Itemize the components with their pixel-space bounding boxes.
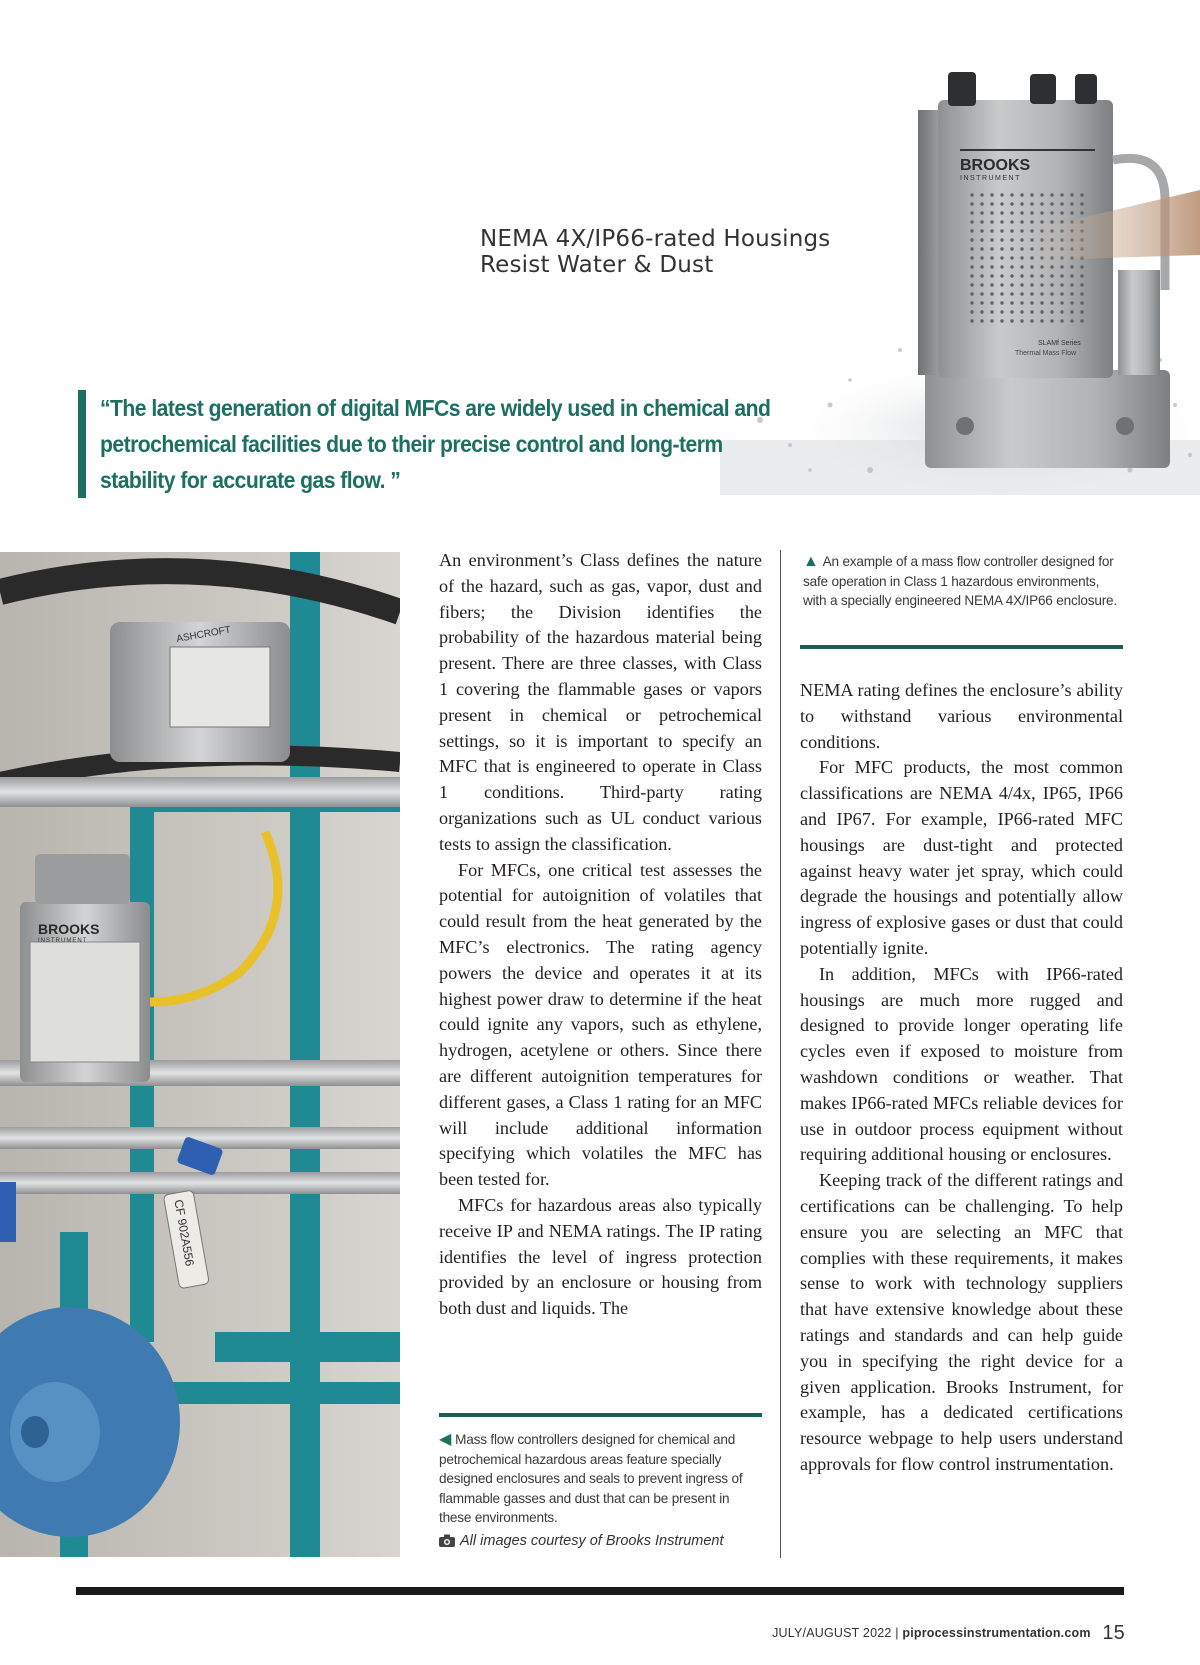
vent-dot	[980, 319, 983, 322]
vent-dot	[1070, 310, 1073, 313]
vent-dot	[1000, 202, 1003, 205]
triangle-left-icon: ◀	[439, 1431, 452, 1448]
vent-dot	[970, 256, 973, 259]
vent-dot	[1010, 274, 1013, 277]
vent-dot	[1080, 319, 1083, 322]
device-brand-sub: INSTRUMENT	[960, 175, 1021, 182]
vent-dot	[1060, 265, 1063, 268]
device-brand: BROOKS	[960, 157, 1031, 174]
vent-dot	[1060, 193, 1063, 196]
device-series: SLAMf Series	[1038, 340, 1081, 347]
vent-dot	[1070, 274, 1073, 277]
vent-dot	[1000, 247, 1003, 250]
vent-dot	[980, 265, 983, 268]
vent-dot	[1010, 247, 1013, 250]
vent-dot	[1020, 274, 1023, 277]
vent-dot	[980, 256, 983, 259]
vent-dot	[1060, 274, 1063, 277]
vent-dot	[1000, 283, 1003, 286]
caption-rule	[800, 645, 1123, 649]
vent-dot	[970, 247, 973, 250]
vent-dot	[970, 229, 973, 232]
vent-dot	[1060, 292, 1063, 295]
vent-dot	[990, 310, 993, 313]
vent-dot	[1020, 319, 1023, 322]
vent-dot	[1030, 310, 1033, 313]
vent-dot	[1060, 211, 1063, 214]
issue-date: JULY/AUGUST 2022	[772, 1626, 892, 1640]
vent-dot	[1050, 274, 1053, 277]
paragraph: MFCs for hazardous areas also typically receive IP and NEMA ratings. The IP rating identifies the level of ingress protection provided by an enclosure or housing from both dust and liquids. The	[439, 1194, 762, 1319]
vent-dot	[990, 229, 993, 232]
vent-dot	[1010, 202, 1013, 205]
vent-dot	[1000, 238, 1003, 241]
footer-separator: |	[895, 1626, 899, 1640]
vent-dot	[990, 256, 993, 259]
vent-dot	[1020, 202, 1023, 205]
vent-dot	[1040, 301, 1043, 304]
page-footer	[700, 1622, 1125, 1645]
paragraph: Keeping track of the different ratings and certifications can be challenging. To help ensure you are selecting an MFC that complies with these requirements, it makes sense to work with technology suppliers that have extensive knowledge about these ratings and standards and can help guide you in specifying the right device for a given application. Brooks Instrument, for example, has a dedicated certifications resource webpage to help users understand approvals for flow control instrumentation.	[800, 1170, 1123, 1474]
vent-dot	[1050, 202, 1053, 205]
mfc-valve	[1118, 270, 1160, 375]
vent-dot	[1040, 283, 1043, 286]
vent-dot	[1080, 193, 1083, 196]
vent-dot	[1060, 202, 1063, 205]
vent-dot	[1000, 274, 1003, 277]
vent-dot	[1020, 247, 1023, 250]
vent-dot	[1030, 319, 1033, 322]
vent-dot	[1050, 193, 1053, 196]
credit-text: All images courtesy of Brooks Instrument	[460, 1533, 724, 1549]
vent-dot	[1060, 283, 1063, 286]
vent-dot	[980, 310, 983, 313]
vent-dot	[1030, 202, 1033, 205]
vent-dot	[1040, 274, 1043, 277]
vent-dot	[1010, 265, 1013, 268]
vent-dot	[1070, 283, 1073, 286]
vent-dot	[990, 211, 993, 214]
vent-dot	[970, 310, 973, 313]
vent-dot	[1020, 229, 1023, 232]
vent-dot	[1010, 283, 1013, 286]
vent-dot	[1030, 265, 1033, 268]
vent-dot	[1020, 211, 1023, 214]
paragraph: An environment’s Class defines the nature of the hazard, such as gas, vapor, dust and fibers; the Division identifies the probability of the hazardous material being present. There are three classes, with Class 1 covering the flammable gases or vapors present in chemical or petrochemical settings, so it is important to specify an MFC that is engineered to operate in Class 1 conditions. Third-party rating organizations such as UL conduct various tests to assign the classification.	[439, 550, 762, 854]
field-installation-photo	[0, 552, 400, 1557]
vent-dot	[990, 319, 993, 322]
vent-dot	[1030, 283, 1033, 286]
vent-dot	[1010, 319, 1013, 322]
footer-bar	[76, 1587, 1124, 1595]
article-column-1	[439, 548, 762, 1322]
vent-dot	[1030, 193, 1033, 196]
vent-dot	[1040, 265, 1043, 268]
vent-dot	[1070, 301, 1073, 304]
photo-mfc-brand-sub: INSTRUMENT	[38, 938, 88, 944]
caption-photo	[439, 1430, 762, 1528]
vent-dot	[980, 202, 983, 205]
vent-dot	[1080, 292, 1083, 295]
vent-dot	[980, 274, 983, 277]
photo-mfc-brand: BROOKS	[38, 921, 100, 937]
vent-dot	[990, 301, 993, 304]
page-number: 15	[1102, 1622, 1125, 1644]
caption-text: An example of a mass flow controller designed for safe operation in Class 1 hazardous environments, with a specially engineered NEMA 4X/IP66 enclosure.	[803, 554, 1117, 608]
pull-quote	[78, 390, 771, 498]
vent-dot	[1070, 292, 1073, 295]
vent-dot	[1040, 220, 1043, 223]
paragraph: NEMA rating defines the enclosure’s ability to withstand various environmental conditions.	[800, 680, 1123, 752]
vent-dot	[1070, 319, 1073, 322]
vent-dot	[1020, 193, 1023, 196]
vent-dot	[1000, 193, 1003, 196]
vent-dot	[970, 292, 973, 295]
vent-dot	[1040, 310, 1043, 313]
vent-dot	[1000, 301, 1003, 304]
vent-dot	[970, 265, 973, 268]
vent-dot	[970, 274, 973, 277]
article-column-2	[800, 678, 1123, 1478]
vent-dot	[1080, 283, 1083, 286]
vent-dot	[990, 283, 993, 286]
vent-dot	[980, 301, 983, 304]
vent-dot	[1000, 256, 1003, 259]
vent-dot	[1020, 265, 1023, 268]
vent-dot	[1060, 319, 1063, 322]
vent-dot	[1060, 301, 1063, 304]
vent-dot	[1010, 220, 1013, 223]
triangle-up-icon: ▲	[803, 553, 819, 570]
website-link[interactable]: piprocessinstrumentation.com	[902, 1626, 1091, 1640]
vent-dot	[1050, 319, 1053, 322]
paragraph: For MFCs, one critical test assesses the potential for autoignition of volatiles that could result from the heat generated by the MFC’s electronics. The rating agency powers the device and operates it at its highest power draw to determine if the heat could ignite any vapors, such as ethylene, hydrogen, acetylene or others. Since there are different autoignition temperatures for different gases, a Class 1 rating for an MFC will include additional information specifying which volatiles the MFC has been tested for.	[439, 859, 762, 1190]
vent-dot	[970, 211, 973, 214]
vent-dot	[1010, 211, 1013, 214]
vent-dot	[1050, 211, 1053, 214]
vent-dot	[1060, 310, 1063, 313]
pull-quote-text: “The latest generation of digital MFCs are widely used in chemical and petrochemical facilities due to their precise control and long-term stability for accurate gas flow. ”	[100, 395, 771, 493]
vent-dot	[980, 283, 983, 286]
vent-dot	[980, 238, 983, 241]
vent-dot	[1070, 265, 1073, 268]
vent-dot	[1020, 292, 1023, 295]
vent-dot	[1010, 292, 1013, 295]
vent-dot	[1050, 265, 1053, 268]
vent-dot	[1010, 301, 1013, 304]
vent-dot	[1020, 301, 1023, 304]
equipment-tag-text: CF 902A556	[171, 1198, 197, 1268]
paragraph: In addition, MFCs with IP66-rated housings are much more rugged and designed to provide longer operating life cycles even if exposed to moisture from washdown conditions or weather. That makes IP66-rated MFCs reliable devices for use in outdoor process equipment without requiring additional housing or enclosures.	[800, 963, 1123, 1165]
vent-dot	[1080, 265, 1083, 268]
vent-dot	[1050, 292, 1053, 295]
vent-dot	[1000, 229, 1003, 232]
vent-dot	[980, 292, 983, 295]
hero-caption-line: NEMA 4X/IP66-rated Housings	[480, 226, 831, 252]
vent-dot	[990, 220, 993, 223]
hero-caption-line: Resist Water & Dust	[480, 252, 714, 278]
vent-dot	[1040, 202, 1043, 205]
vent-dot	[1030, 220, 1033, 223]
vent-dot	[1010, 238, 1013, 241]
vent-dot	[1080, 202, 1083, 205]
vent-dot	[980, 193, 983, 196]
vent-dot	[1030, 274, 1033, 277]
camera-icon	[439, 1534, 455, 1547]
hero-caption	[480, 226, 900, 278]
vent-dot	[1040, 211, 1043, 214]
vent-dot	[1070, 202, 1073, 205]
vent-dot	[1000, 211, 1003, 214]
vent-dot	[1080, 310, 1083, 313]
vent-dot	[970, 202, 973, 205]
vent-dot	[1020, 283, 1023, 286]
vent-dot	[1080, 274, 1083, 277]
vent-dot	[970, 319, 973, 322]
vent-dot	[1030, 256, 1033, 259]
vent-dot	[1030, 211, 1033, 214]
column-divider	[780, 550, 781, 1558]
image-credit	[439, 1533, 762, 1549]
vent-dot	[970, 283, 973, 286]
vent-dot	[990, 247, 993, 250]
vent-dot	[990, 238, 993, 241]
vent-dot	[970, 238, 973, 241]
vent-dot	[1050, 310, 1053, 313]
pressure-switch-brand: ASHCROFT	[175, 624, 232, 645]
vent-dot	[990, 202, 993, 205]
vent-dot	[1000, 319, 1003, 322]
vent-dot	[1000, 265, 1003, 268]
paragraph: For MFC products, the most common classifications are NEMA 4/4x, IP65, IP66 and IP67. For example, IP66-rated MFC housings are dust-tight and protected against heavy water jet spray, which could degrade the housings and potentially allow ingress of explosive gases or dust that could potentially ignite.	[800, 757, 1123, 958]
vent-dot	[1010, 310, 1013, 313]
caption-rule	[439, 1413, 762, 1417]
vent-dot	[1050, 220, 1053, 223]
vent-dot	[1020, 220, 1023, 223]
vent-dot	[980, 220, 983, 223]
vent-dot	[1080, 211, 1083, 214]
vent-dot	[1040, 292, 1043, 295]
vent-dot	[970, 301, 973, 304]
vent-dot	[1040, 193, 1043, 196]
vent-dot	[990, 193, 993, 196]
device-series-sub: Thermal Mass Flow	[1015, 350, 1077, 357]
vent-dot	[990, 292, 993, 295]
vent-dot	[1010, 256, 1013, 259]
vent-dot	[970, 220, 973, 223]
vent-dot	[1020, 256, 1023, 259]
caption-device-example	[803, 552, 1125, 611]
vent-dot	[1080, 301, 1083, 304]
vent-dot	[1050, 301, 1053, 304]
vent-dot	[1010, 229, 1013, 232]
vent-dot	[1070, 211, 1073, 214]
vent-dot	[1000, 220, 1003, 223]
vent-dot	[990, 274, 993, 277]
vent-dot	[1030, 292, 1033, 295]
vent-dot	[1030, 301, 1033, 304]
vent-dot	[1010, 193, 1013, 196]
vent-dot	[1050, 283, 1053, 286]
vent-dot	[1020, 310, 1023, 313]
vent-dot	[980, 211, 983, 214]
vent-dot	[970, 193, 973, 196]
vent-dot	[990, 265, 993, 268]
vent-dot	[1000, 292, 1003, 295]
vent-dot	[1070, 193, 1073, 196]
caption-text: Mass flow controllers designed for chemical and petrochemical hazardous areas feature specially designed enclosures and seals to prevent ingress of flammable gasses and dust that can be present in these environments.	[439, 1432, 743, 1525]
vent-dot	[980, 247, 983, 250]
vent-dot	[1040, 319, 1043, 322]
vent-dot	[1000, 310, 1003, 313]
vent-dot	[980, 229, 983, 232]
